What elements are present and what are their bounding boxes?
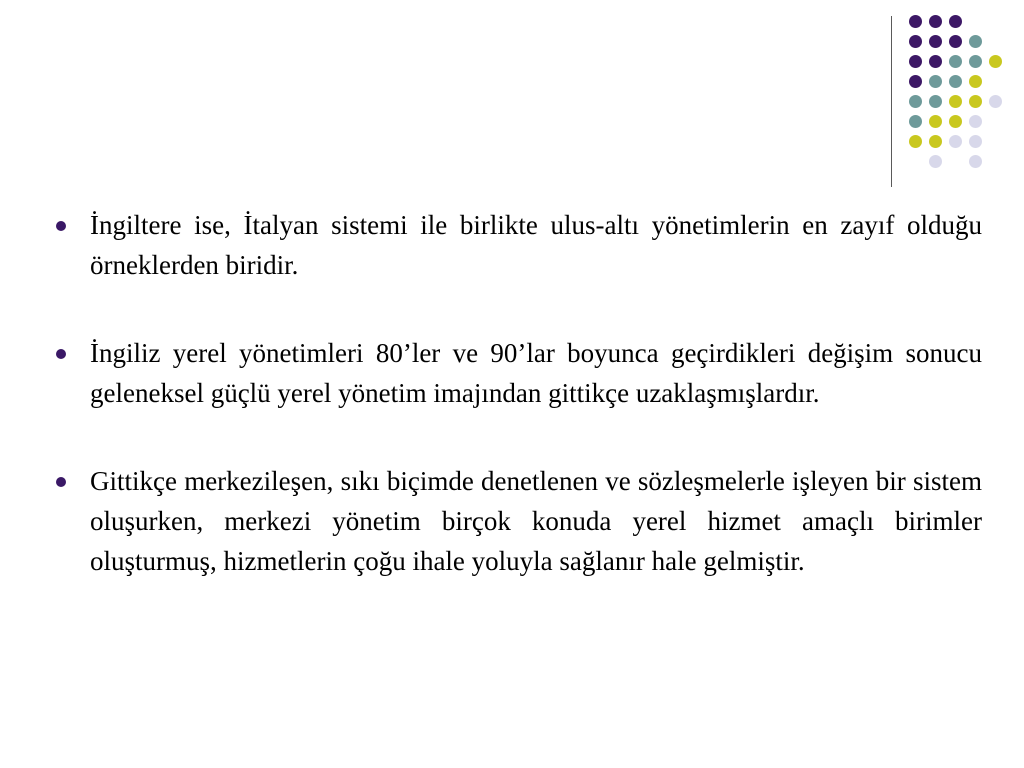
decorative-dot [989, 55, 1002, 68]
decorative-dot [969, 95, 982, 108]
decorative-dot [969, 155, 982, 168]
decorative-dot [949, 35, 962, 48]
decorative-dot [929, 75, 942, 88]
decorative-dot [949, 75, 962, 88]
decorative-dot [929, 95, 942, 108]
decorative-dot-grid [909, 15, 1009, 165]
decorative-dot [969, 115, 982, 128]
decorative-dot [969, 55, 982, 68]
decorative-dot [909, 35, 922, 48]
decorative-dot [909, 55, 922, 68]
decorative-dot [969, 135, 982, 148]
decorative-dot [929, 15, 942, 28]
bullet-item [56, 205, 982, 285]
bullet-list [56, 205, 982, 581]
vertical-divider [891, 16, 892, 187]
decorative-dot [949, 135, 962, 148]
bullet-item [56, 461, 982, 581]
decorative-dot [909, 135, 922, 148]
bullet-dot-icon [56, 477, 66, 487]
bullet-dot-icon [56, 349, 66, 359]
bullet-item [56, 333, 982, 413]
decorative-dot [969, 75, 982, 88]
decorative-dot [949, 95, 962, 108]
bullet-text: İngiliz yerel yönetimleri 80’ler ve 90’lar boyunca geçirdikleri değişim sonucu geleneksel güçlü yerel yönetim imajından gittikçe uzaklaşmışlardır. [90, 338, 982, 408]
decorative-dot [969, 35, 982, 48]
decorative-dot [929, 135, 942, 148]
decorative-dot [949, 55, 962, 68]
decorative-dot [909, 95, 922, 108]
bullet-text: Gittikçe merkezileşen, sıkı biçimde denetlenen ve sözleşmelerle işleyen bir sistem oluşurken, merkezi yönetim birçok konuda yerel hizmet amaçlı birimler oluşturmuş, hizmetlerin çoğu ihale yoluyla sağlanır hale gelmiştir. [90, 466, 982, 576]
decorative-dot [929, 35, 942, 48]
decorative-dot [929, 55, 942, 68]
decorative-dot [929, 155, 942, 168]
decorative-dot [909, 115, 922, 128]
decorative-dot [989, 95, 1002, 108]
bullet-dot-icon [56, 221, 66, 231]
decorative-dot [909, 75, 922, 88]
decorative-dot [909, 15, 922, 28]
bullet-text: İngiltere ise, İtalyan sistemi ile birlikte ulus-altı yönetimlerin en zayıf olduğu örneklerden biridir. [90, 210, 982, 280]
decorative-dot [949, 15, 962, 28]
decorative-dot [929, 115, 942, 128]
decorative-dot [949, 115, 962, 128]
